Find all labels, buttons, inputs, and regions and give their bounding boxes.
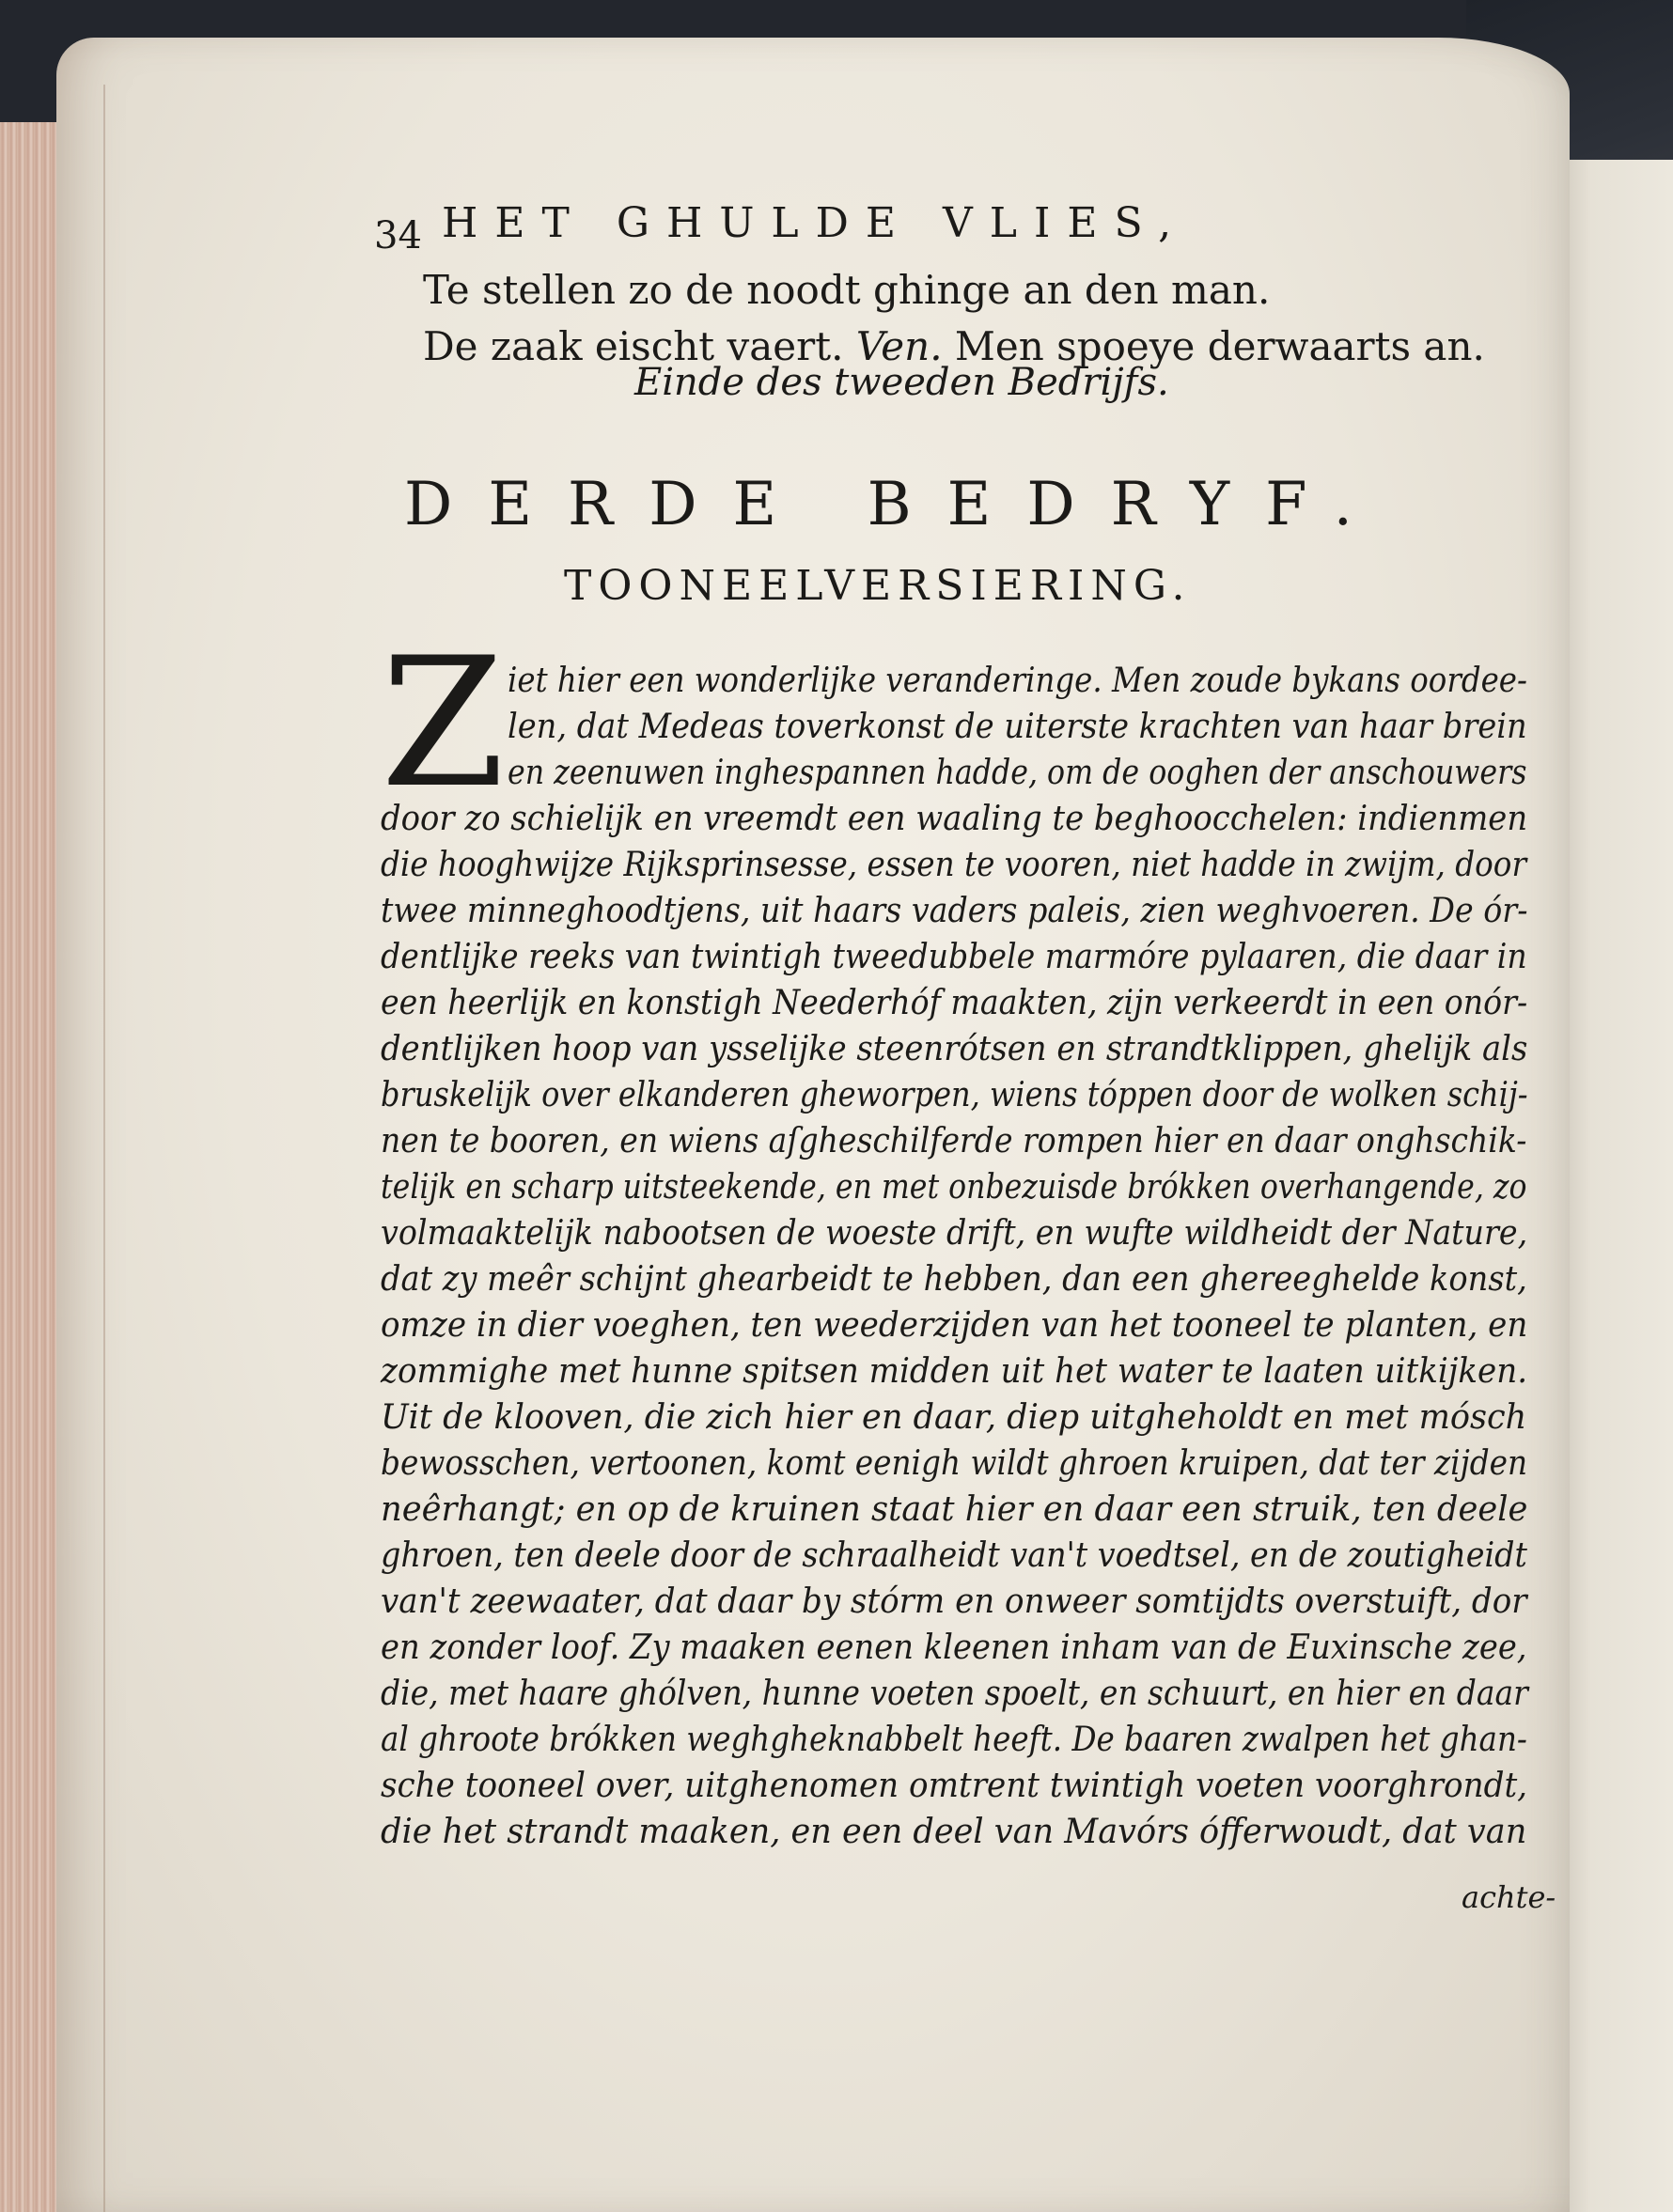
prose-line: omze in dier voeghen, ten weederzijden van het tooneel te planten, en: [381, 1306, 1528, 1345]
page-number: 34: [374, 214, 422, 257]
prose-line: dentlijke reeks van twintigh tweedubbele marmóre pylaaren, die daar in: [381, 938, 1527, 976]
verse-line-2-text: De zaak eischt vaert.: [423, 323, 844, 369]
act-end-line: Einde des tweeden Bedrijfs.: [634, 361, 1169, 404]
prose-line: Uit de klooven, die zich hier en daar, diep uitgheholdt en met mósch: [381, 1398, 1527, 1437]
prose-line: volmaaktelijk nabootsen de woeste drift, en wufte wildheidt der Nature,: [381, 1214, 1528, 1253]
page-gutter: [103, 85, 105, 2212]
prose-line: die hooghwijze Rijksprinsesse, essen te vooren, niet hadde in zwijm, door: [381, 846, 1527, 884]
prose-line: zommighe met hunne spitsen midden uit het water te laaten uitkijken.: [381, 1352, 1528, 1391]
prose-line: dat zy meêr schijnt ghearbeidt te hebben, dan een ghereeghelde konst,: [381, 1260, 1527, 1299]
prose-line: die het strandt maaken, en een deel van Mavórs ófferwoudt, dat van: [381, 1813, 1527, 1851]
prose-line: telijk en scharp uitsteekende, en met onbezuisde brókken overhangende, zo: [381, 1168, 1527, 1207]
section-title: TOONEELVERSIERING.: [564, 562, 1192, 610]
verse-line-1: Te stellen zo de noodt ghinge an den man.: [423, 267, 1271, 313]
verse-line-2-rest: Men spoeye derwaarts an.: [954, 323, 1485, 369]
prose-line: len, dat Medeas toverkonst de uiterste krachten van haar brein: [508, 708, 1527, 746]
prose-line: twee minneghoodtjens, uit haars vaders paleis, zien weghvoeren. De ór-: [381, 892, 1528, 930]
prose-line: dentlijken hoop van ysselijke steenrótsen en strandtklippen, ghelijk als: [381, 1030, 1528, 1068]
facing-page-edge: [1556, 160, 1673, 2212]
speaker-name: Ven.: [855, 323, 943, 369]
prose-line: van't zeewaater, dat daar by stórm en onweer somtijdts overstuift, dor: [381, 1582, 1527, 1621]
prose-line: en zeenuwen inghespannen hadde, om de ooghen der anschouwers: [508, 754, 1527, 792]
prose-line: bewosschen, vertoonen, komt eenigh wildt ghroen kruipen, dat ter zijden: [381, 1444, 1528, 1483]
prose-line: door zo schielijk en vreemdt een waaling te beghoocchelen: indienmen: [381, 800, 1528, 838]
prose-line: iet hier een wonderlijke veranderinge. Men zoude bykans oordee-: [508, 662, 1527, 700]
prose-line: neêrhangt; en op de kruinen staat hier en daar een struik, ten deele: [381, 1490, 1528, 1529]
act-title: DERDE BEDRYF.: [404, 470, 1388, 539]
prose-line: sche tooneel over, uitghenomen omtrent twintigh voeten voorghrondt,: [381, 1767, 1528, 1805]
prose-line: ghroen, ten deele door de schraalheidt van't voedtsel, en de zoutigheidt: [381, 1536, 1527, 1575]
prose-line: een heerlijk en konstigh Neederhóf maakten, zijn verkeerdt in een onór-: [381, 984, 1528, 1022]
prose-line: bruskelijk over elkanderen gheworpen, wiens tóppen door de wolken schij-: [381, 1076, 1528, 1114]
drop-cap: Z: [381, 619, 506, 827]
running-title: HET GHULDE VLIES,: [442, 199, 1189, 247]
prose-line: en zonder loof. Zy maaken eenen kleenen inham van de Euxinsche zee,: [381, 1628, 1527, 1667]
prose-line: nen te booren, en wiens aſgheschilferde rompen hier en daar onghschik-: [381, 1122, 1527, 1161]
catchword: achte-: [1462, 1879, 1556, 1915]
prose-line: al ghroote brókken weghgheknabbelt heeft. De baaren zwalpen het ghan-: [381, 1721, 1527, 1759]
prose-line: die, met haare ghólven, hunne voeten spoelt, en schuurt, en hier en daar: [381, 1675, 1528, 1713]
